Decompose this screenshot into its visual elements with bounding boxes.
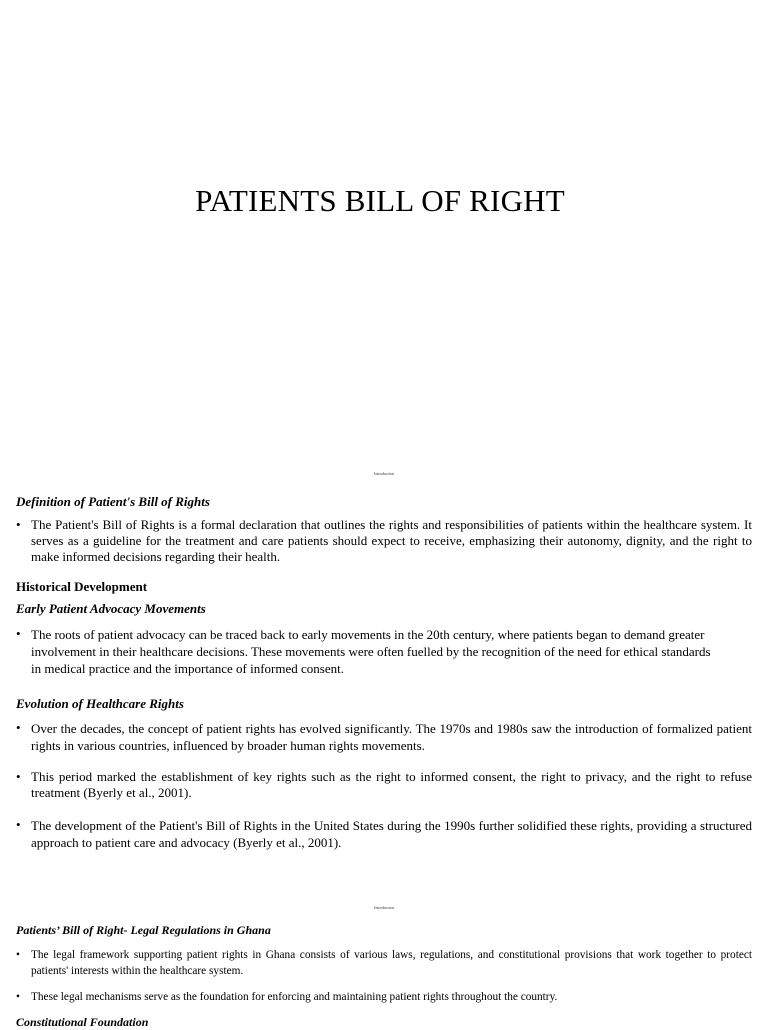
bullet-text: Over the decades, the concept of patient rights has evolved significantly. The 1970s and 1980s saw the introduction of formalized patient rights in various countries, influenced by broader human rights movements. [31,721,752,753]
section-label: Introduction [374,471,394,476]
document-title: PATIENTS BILL OF RIGHT [195,183,565,218]
bullet-text: The Patient's Bill of Rights is a formal declaration that outlines the rights and responsibilities of patients within the healthcare system. It serves as a guideline for the treatment and care patients should expect to receive, emphasizing their autonomy, dignity, and the right to make informed decisions regarding their health. [31,517,752,564]
heading-constitutional: Constitutional Foundation [16,1015,149,1029]
bullet-text: The development of the Patient's Bill of Rights in the United States during the 1990s further solidified these rights, providing a structured approach to patient care and advocacy (Byerly et al., 2001). [31,818,752,850]
heading-evolution: Evolution of Healthcare Rights [16,696,184,711]
bullet-icon: • [16,991,20,1003]
bullet-icon: • [16,769,21,784]
bullet-ghana-2 [16,989,752,1005]
bullet-evolution-3 [16,817,752,851]
bullet-early-advocacy [16,626,716,677]
bullet-icon: • [16,626,21,641]
bullet-icon: • [16,817,21,832]
bullet-evolution-1 [16,720,752,754]
bullet-icon: • [16,517,21,532]
bullet-icon: • [16,949,20,961]
bullet-ghana-1 [16,947,752,979]
bullet-definition [16,517,752,565]
heading-ghana-regulations: Patients’ Bill of Right- Legal Regulations in Ghana [16,923,271,937]
heading-definition: Definition of Patient's Bill of Rights [16,494,210,509]
bullet-text: The legal framework supporting patient rights in Ghana consists of various laws, regulations, and constitutional provisions that work together to protect patients' interests within the healthcare system. [31,949,752,977]
bullet-text: The roots of patient advocacy can be traced back to early movements in the 20th century, where patients began to demand greater involvement in their healthcare decisions. These movements were often fuelled by the recognition of the need for ethical standards in medical practice and the importance of informed consent. [31,627,711,676]
section-label: Introduction [374,905,394,910]
bullet-icon: • [16,720,21,735]
heading-historical: Historical Development [16,579,148,594]
bullet-text: These legal mechanisms serve as the foundation for enforcing and maintaining patient rights throughout the country. [31,991,558,1003]
bullet-text: This period marked the establishment of key rights such as the right to informed consent, the right to privacy, and the right to refuse treatment (Byerly et al., 2001). [31,769,752,800]
heading-early-advocacy: Early Patient Advocacy Movements [16,601,206,616]
bullet-evolution-2 [16,769,752,801]
